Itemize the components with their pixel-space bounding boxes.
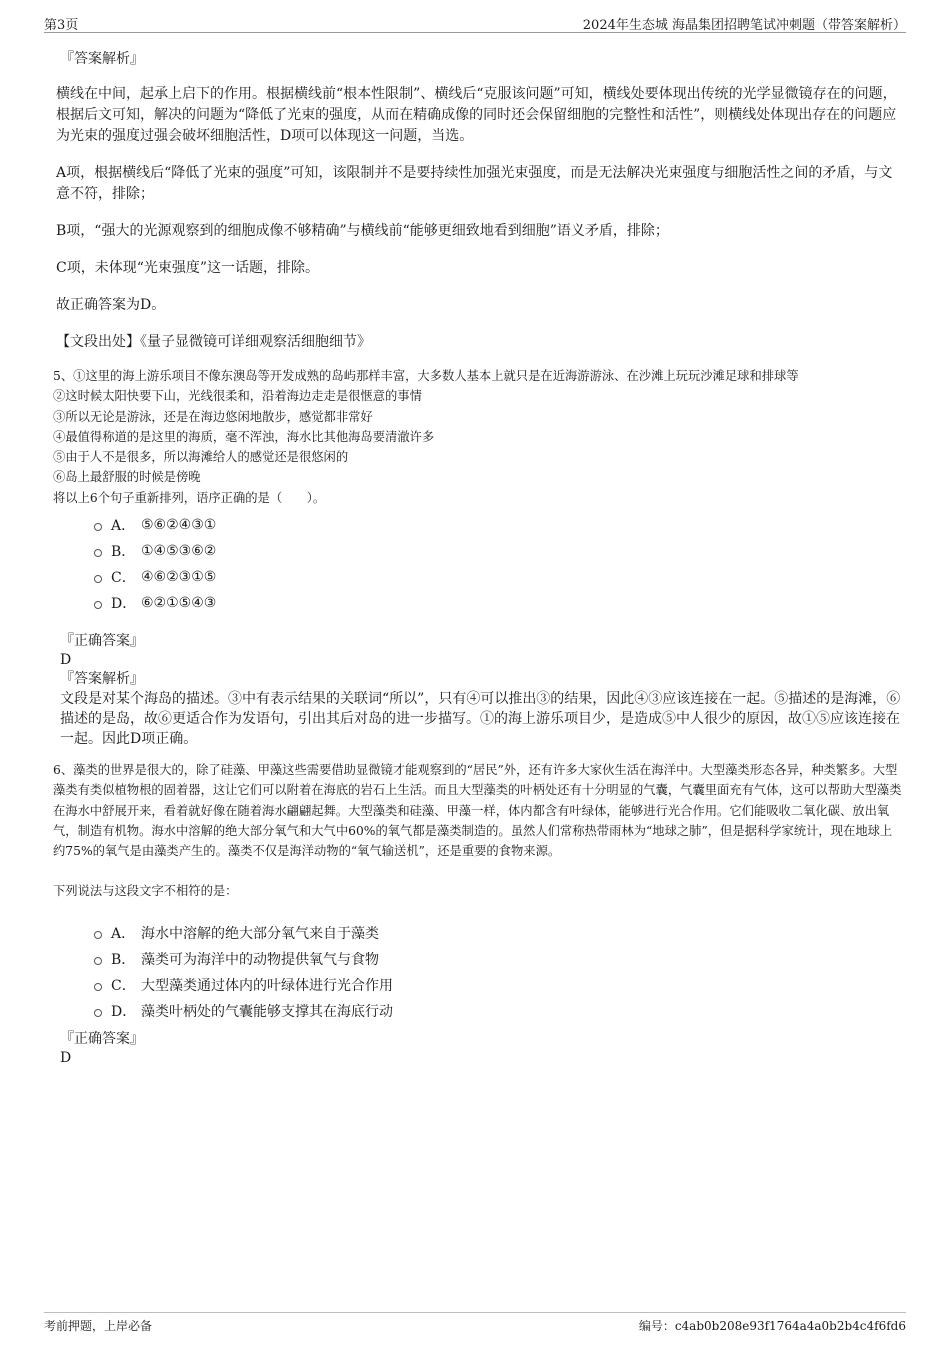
option-letter: D． [111, 596, 137, 613]
page-number: 第3页 [44, 18, 79, 33]
analysis-conclusion: 故正确答案为D。 [56, 297, 166, 313]
option-letter: D． [111, 1003, 137, 1020]
radio-icon[interactable] [94, 983, 102, 991]
q5-options [94, 512, 904, 616]
radio-icon[interactable] [94, 575, 102, 583]
analysis-paragraph: 横线在中间，起承上启下的作用。根据横线前“根本性限制”、横线后“克服该问题”可知，横线处要体现出传统的光学显微镜存在的问题，根据后文可知，解决的问题为“降低了光束的强度，从而在精确成像的同时还会保留细胞的完整性和活性”，则横线处体现出存在的问题应为光束的强度过强会破坏细胞活性，D项可以体现这一问题，当选。 [56, 86, 897, 144]
question-line: ④最值得称道的是这里的海质，毫不浑浊，海水比其他海岛要清澈许多 [53, 429, 435, 444]
option-text: 大型藻类通过体内的叶绿体进行光合作用 [141, 977, 393, 994]
analysis-paragraph: B项，“强大的光源观察到的细胞成像不够精确”与横线前“能够更细致地看到细胞”语义矛盾，排除； [56, 223, 669, 239]
option-text: 藻类叶柄处的气囊能够支撑其在海底行动 [141, 1003, 393, 1020]
document-id: 编号：c4ab0b208e93f1764a4a0b2b4c4f6fd6 [638, 1319, 906, 1333]
question-line: ③所以无论是游泳，还是在海边悠闲地散步，感觉都非常好 [53, 409, 373, 424]
option-text: ④⑥②③①⑤ [141, 569, 217, 586]
analysis-paragraph: A项，根据横线后“降低了光束的强度”可知，该限制并不是要持续性加强光束强度，而是无法解决光束强度与细胞活性之间的矛盾，与文意不符，排除； [56, 165, 893, 202]
option-text: ①④⑤③⑥② [141, 543, 217, 560]
option-text: ⑥②①⑤④③ [141, 595, 217, 612]
radio-icon[interactable] [94, 957, 102, 965]
document-title: 2024年生态城 海晶集团招聘笔试冲刺题（带答案解析） [582, 18, 906, 33]
correct-answer: D [60, 652, 72, 669]
analysis-label: 『答案解析』 [60, 51, 144, 67]
q6-options [94, 920, 904, 1024]
radio-icon[interactable] [94, 523, 102, 531]
option-text: 藻类可为海洋中的动物提供氧气与食物 [141, 951, 379, 968]
question-5 [53, 366, 904, 508]
q5-analysis: 文段是对某个海岛的描述。③中有表示结果的关联词“所以”，只有④可以推出③的结果，因此④③应该连接在一起。⑤描述的是海滩，⑥描述的是岛，故⑥更适合作为发语句，引出其后对岛的进一步描写。①的海上游乐项目少，是造成⑤中人很少的原因，故①⑤应该连接在一起。因此D项正确。 [60, 691, 901, 748]
option-letter: C． [111, 977, 136, 994]
option-text: ⑤⑥②④③① [141, 517, 217, 534]
option-a[interactable] [94, 512, 904, 538]
footer-slogan: 考前押题，上岸必备 [44, 1319, 153, 1333]
radio-icon[interactable] [94, 1009, 102, 1017]
option-letter: A． [111, 925, 136, 942]
radio-icon[interactable] [94, 549, 102, 557]
page-header [44, 14, 906, 33]
question-prompt: 下列说法与这段文字不相符的是： [53, 883, 238, 898]
option-letter: B． [111, 951, 136, 968]
question-6-text: 6、藻类的世界是很大的，除了硅藻、甲藻这些需要借助显微镜才能观察到的“居民”外，还有许多大家伙生活在海洋中。大型藻类形态各异，种类繁多。大型藻类有类似植物根的固着器，这让它们可以附着在海底的岩石上生活。而且大型藻类的叶柄处还有十分明显的气囊，气囊里面充有气体，这可以帮助大型藻类在海水中舒展开来，看着就好像在随着海水翩翩起舞。大型藻类和硅藻、甲藻一样，体内都含有叶绿体，能够进行光合作用。它们能吸收二氧化碳、放出氧气，制造有机物。海水中溶解的绝大部分氧气和大气中60%的氧气都是藻类制造的。虽然人们常称热带雨林为“地球之肺”，但是据科学家统计，现在地球上约75%的氧气是由藻类产生的。藻类不仅是海洋动物的“氧气输送机”，还是重要的食物来源。 [53, 763, 902, 859]
correct-answer-label: 『正确答案』 [60, 633, 144, 650]
option-d[interactable] [94, 998, 904, 1024]
option-b[interactable] [94, 538, 904, 564]
option-a[interactable] [94, 920, 904, 946]
analysis-label: 『答案解析』 [60, 671, 144, 688]
correct-answer: D [60, 1049, 72, 1066]
option-c[interactable] [94, 564, 904, 590]
option-text: 海水中溶解的绝大部分氧气来自于藻类 [141, 925, 379, 942]
analysis-paragraph: C项，未体现“光束强度”这一话题，排除。 [56, 260, 320, 276]
radio-icon[interactable] [94, 931, 102, 939]
option-letter: A． [111, 518, 136, 535]
question-line: ②这时候太阳快要下山，光线很柔和，沿着海边走走是很惬意的事情 [53, 389, 422, 404]
option-b[interactable] [94, 946, 904, 972]
option-d[interactable] [94, 590, 904, 616]
option-c[interactable] [94, 972, 904, 998]
option-letter: B． [111, 544, 136, 561]
source-citation: 【文段出处】《量子显微镜可详细观察活细胞细节》 [56, 334, 371, 350]
question-line: ⑤由于人不是很多，所以海滩给人的感觉还是很悠闲的 [53, 450, 349, 465]
correct-answer-label: 『正确答案』 [60, 1030, 144, 1047]
question-line: ⑥岛上最舒服的时候是傍晚 [53, 470, 201, 485]
radio-icon[interactable] [94, 601, 102, 609]
page-content [53, 44, 904, 1068]
question-line: 5、①这里的海上游乐项目不像东澳岛等开发成熟的岛屿那样丰富，大多数人基本上就只是在近海游游泳、在沙滩上玩玩沙滩足球和排球等 [53, 369, 799, 383]
page-footer [44, 1312, 906, 1336]
question-prompt: 将以上6个句子重新排列，语序正确的是（ ）。 [53, 490, 326, 505]
option-letter: C． [111, 570, 136, 587]
